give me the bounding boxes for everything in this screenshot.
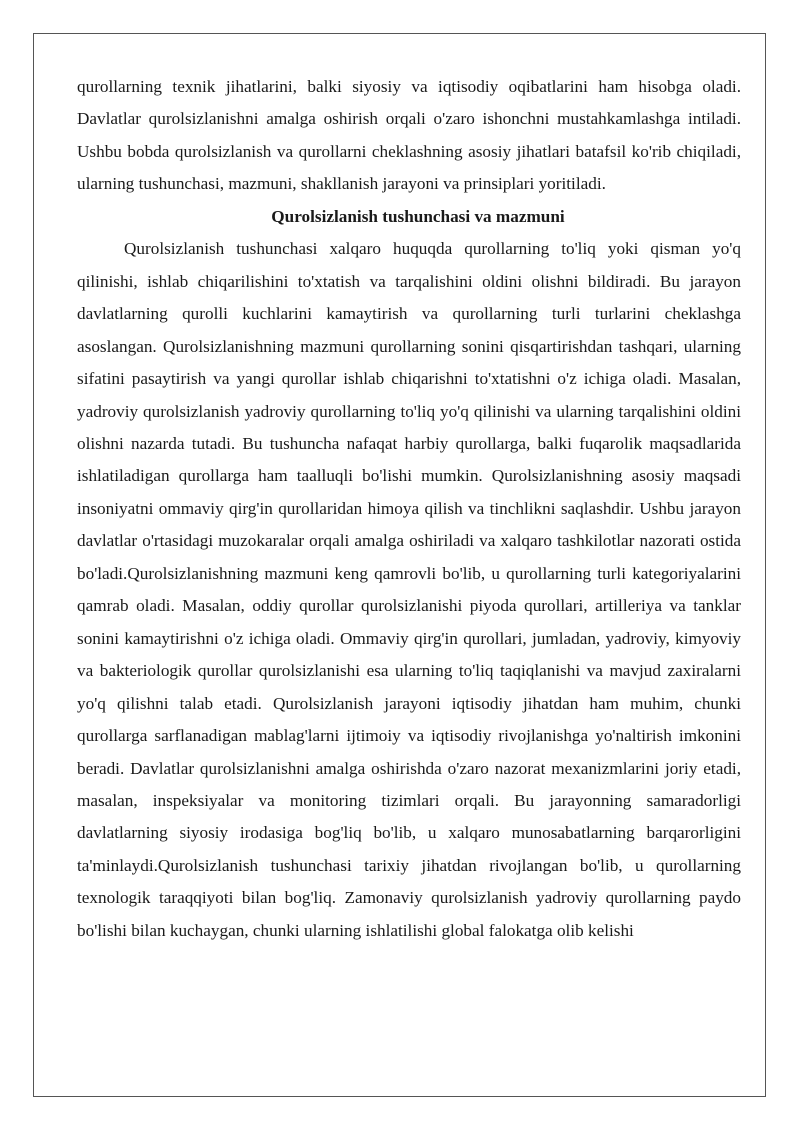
section-heading: Qurolsizlanish tushunchasi va mazmuni (271, 206, 565, 226)
body-paragraph: Qurolsizlanish tushunchasi xalqaro huquqda qurollarning to'liq yoki qisman yo'q qilinishi, ishlab chiqarilishini to'xtatish va tarqalishini oldini olishni bildiradi. Bu jarayon davlatlarning qurolli kuchlarini kamaytirish va qurollarning turli turlarini cheklashga asoslangan. Qurolsizlanishning mazmuni qurollarning sonini qisqartirishdan tashqari, ularning sifatini pasaytirish va yangi qurollar ishlab chiqarishni to'xtatishni o'z ichiga oladi. Masalan, yadroviy qurolsizlanish yadroviy qurollarning to'liq yo'q qilinishi va ularning tarqalishini oldini olishni nazarda tutadi. Bu tushuncha nafaqat harbiy qurollarga, balki fuqarolik maqsadlarida ishlatiladigan qurollarga ham taalluqli bo'lishi mumkin. Qurolsizlanishning asosiy maqsadi insoniyatni ommaviy qirg'in qurollaridan himoya qilish va tinchlikni saqlashdir. Ushbu jarayon davlatlar o'rtasidagi muzokaralar orqali amalga oshiriladi va xalqaro tashkilotlar nazorati ostida bo'ladi.Qurolsizlanishning mazmuni keng qamrovli bo'lib, u qurollarning turli kategoriyalarini qamrab oladi. Masalan, oddiy qurollar qurolsizlanishi piyoda qurollari, artilleriya va tanklar sonini kamaytirishni o'z ichiga oladi. Ommaviy qirg'in qurollari, jumladan, yadroviy, kimyoviy va bakteriologik qurollar qurolsizlanishi esa ularning to'liq taqiqlanishi va mavjud zaxiralarni yo'q qilishni talab etadi. Qurolsizlanish jarayoni iqtisodiy jihatdan ham muhim, chunki qurollarga sarflanadigan mablag'larni ijtimoiy va iqtisodiy rivojlanishga yo'naltirish imkonini beradi. Davlatlar qurolsizlanishni amalga oshirishda o'zaro nazorat mexanizmlarini joriy etadi, masalan, inspeksiyalar va monitoring tizimlari orqali. Bu jarayonning samaradorligi davlatlarning siyosiy irodasiga bog'liq bo'lib, u xalqaro munosabatlarning barqarorligini ta'minlaydi.Qurolsizlanish tushunchasi tarixiy jihatdan rivojlangan bo'lib, u qurollarning texnologik taraqqiyoti bilan bog'liq. Zamonaviy qurolsizlanish yadroviy qurollarning paydo bo'lishi bilan kuchaygan, chunki ularning ishlatilishi global falokatga olib kelishi (77, 239, 741, 940)
intro-paragraph: qurollarning texnik jihatlarini, balki siyosiy va iqtisodiy oqibatlarini ham hisobga oladi. Davlatlar qurolsizlanishni amalga oshirish orqali o'zaro ishonchni mustahkamlashga intiladi. Ushbu bobda qurolsizlanish va qurollarni cheklashning asosiy jihatlari batafsil ko'rib chiqiladi, ularning tushunchasi, mazmuni, shakllanish jarayoni va prinsiplari yoritiladi. (77, 77, 741, 194)
document-body (77, 71, 741, 947)
